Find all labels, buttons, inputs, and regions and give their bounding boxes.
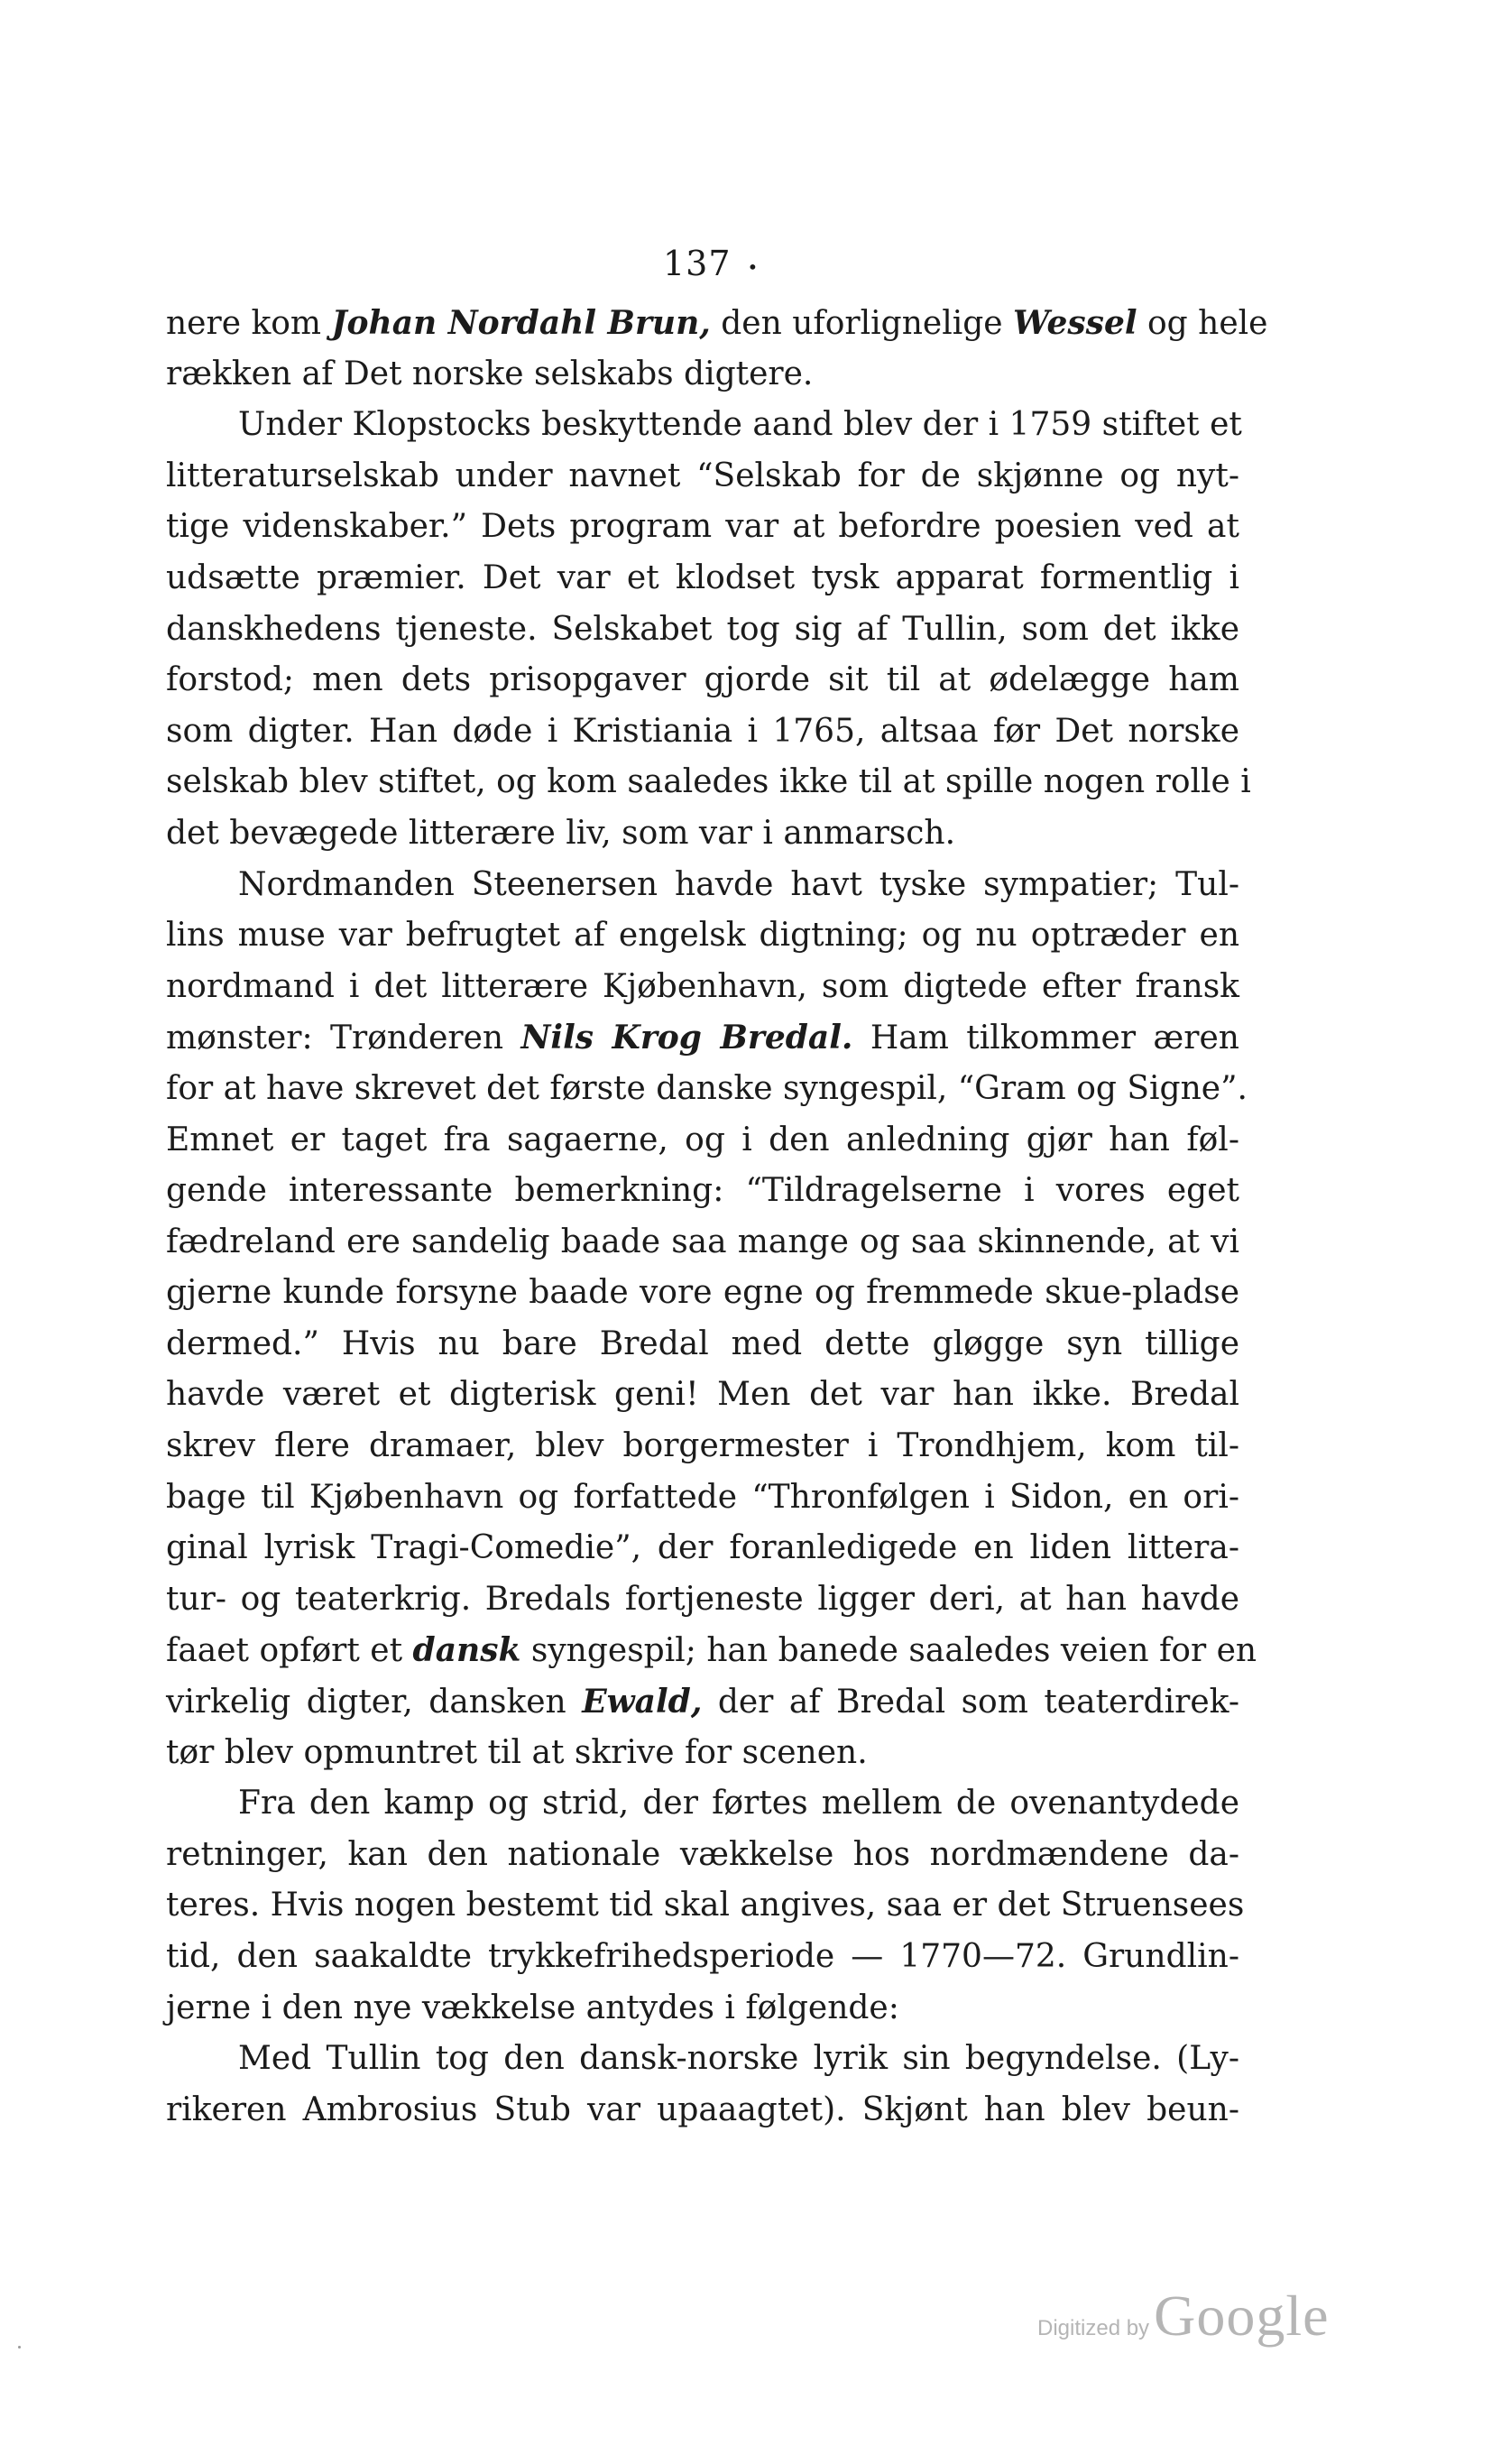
text-run: og hele — [1137, 305, 1268, 342]
text-line — [166, 502, 1239, 553]
text-run: lins muse var befrugtet af engelsk digtning; og nu optræder en — [166, 917, 1239, 955]
text-line — [166, 1166, 1239, 1217]
text-run: Ham tilkommer æren — [852, 1020, 1239, 1057]
text-run: faaet opført et — [166, 1632, 413, 1670]
text-run: tid, den saakaldte trykkefrihedsperiode — 1770—72. Grundlin- — [166, 1938, 1239, 1975]
text-line — [166, 1830, 1239, 1881]
body-text — [166, 298, 1268, 2136]
text-line — [166, 757, 1251, 808]
text-run: det bevægede litterære liv, som var i anmarsch. — [166, 814, 956, 852]
text-line — [166, 400, 1242, 451]
text-run: fædreland ere sandelig baade saa mange og saa skinnende, at vi — [166, 1223, 1239, 1260]
italic-name: Johan Nordahl Brun, — [331, 304, 711, 342]
page-number-value: 137 — [663, 244, 732, 283]
text-line — [166, 1370, 1239, 1421]
italic-name: Nils Krog Bredal. — [520, 1019, 853, 1057]
text-line — [166, 349, 1239, 401]
text-run: som digter. Han døde i Kristiania i 1765, altsaa før Det norske — [166, 712, 1239, 750]
page-number-mark: • — [747, 255, 760, 278]
text-line — [166, 1880, 1245, 1932]
digitized-by-google-watermark — [1037, 2283, 1330, 2349]
text-line — [166, 298, 1268, 349]
text-line — [166, 1115, 1239, 1167]
italic-name: Wessel — [1013, 304, 1137, 342]
text-line — [166, 962, 1239, 1013]
text-run: skrev flere dramaer, blev borgermester i Trondhjem, kom til- — [166, 1427, 1239, 1465]
text-run: Emnet er taget fra sagaerne, og i den anledning gjør han føl- — [166, 1121, 1239, 1158]
text-run: tige videnskaber.” Dets program var at befordre poesien ved at — [166, 508, 1239, 546]
italic-name: dansk — [412, 1631, 521, 1670]
text-run: gjerne kunde forsyne baade vore egne og fremmede skue-pladse — [166, 1274, 1239, 1312]
text-run: bage til Kjøbenhavn og forfattede “Thronfølgen i Sidon, en ori- — [166, 1478, 1239, 1516]
text-line — [166, 2034, 1239, 2085]
text-run: ginal lyrisk Tragi-Comedie”, der foranledigede en liden littera- — [166, 1529, 1239, 1567]
text-run: forstod; men dets prisopgaver gjorde sit til at ødelægge ham — [166, 661, 1239, 699]
italic-name: Ewald, — [582, 1683, 703, 1721]
text-run: Under Klopstocks beskyttende aand blev der i 1759 stiftet et — [238, 406, 1242, 444]
text-line — [166, 1268, 1239, 1319]
text-run: Nordmanden Steenersen havde havt tyske sympatier; Tul- — [238, 865, 1239, 903]
text-run: tur- og teaterkrig. Bredals fortjeneste ligger deri, at han havde — [166, 1580, 1239, 1618]
text-run: rækken af Det norske selskabs digtere. — [166, 355, 814, 392]
text-run: havde været et digterisk geni! Men det var han ikke. Bredal — [166, 1376, 1239, 1414]
text-run: mønster: Trønderen — [166, 1020, 521, 1057]
text-line — [166, 604, 1239, 656]
text-run: tør blev opmuntret til at skrive for scenen. — [166, 1733, 868, 1771]
text-run: der af Bredal som teaterdirek- — [702, 1684, 1239, 1721]
text-run: rikeren Ambrosius Stub var upaaagtet). Skjønt han blev beun- — [166, 2090, 1239, 2128]
text-run: gende interessante bemerkning: “Tildragelserne i vores eget — [166, 1172, 1239, 1210]
text-line — [166, 808, 1239, 860]
watermark-digitized-label: Digitized by — [1037, 2316, 1150, 2340]
text-line — [166, 1932, 1239, 1983]
text-line — [166, 1319, 1239, 1370]
text-run: for at have skrevet det første danske syngespil, “Gram og Signe”. — [166, 1069, 1248, 1107]
text-line — [166, 1778, 1239, 1830]
text-line — [166, 1728, 1239, 1779]
watermark-google-logo: Google — [1154, 2284, 1330, 2348]
text-line — [166, 706, 1239, 758]
text-run: teres. Hvis nogen bestemt tid skal angives, saa er det Struensees — [166, 1887, 1245, 1924]
page-number — [663, 244, 759, 283]
text-line — [166, 1421, 1239, 1472]
text-line — [166, 451, 1239, 503]
text-run: selskab blev stiftet, og kom saaledes ikke til at spille nogen rolle i — [166, 763, 1251, 801]
text-run: syngespil; han banede saaledes veien for en — [520, 1632, 1257, 1670]
scan-speck — [18, 2346, 21, 2349]
text-run: Med Tullin tog den dansk-norske lyrik sin begyndelse. (Ly- — [238, 2040, 1239, 2078]
text-run: den uforlignelige — [710, 305, 1014, 342]
text-line — [166, 1523, 1239, 1574]
text-line — [166, 1574, 1239, 1626]
text-run: udsætte præmier. Det var et klodset tysk apparat formentlig i — [166, 558, 1239, 596]
text-run: nere kom — [166, 305, 332, 342]
text-line — [166, 860, 1239, 911]
text-run: nordmand i det litterære Kjøbenhavn, som digtede efter fransk — [166, 967, 1239, 1005]
text-line — [166, 1064, 1248, 1115]
text-line — [166, 553, 1239, 604]
text-line — [166, 1983, 1239, 2035]
text-line — [166, 910, 1239, 962]
text-line — [166, 655, 1239, 706]
text-run: virkelig digter, dansken — [166, 1684, 583, 1721]
text-line — [166, 2085, 1239, 2136]
text-line — [166, 1217, 1239, 1269]
text-run: jerne i den nye vækkelse antydes i følgende: — [166, 1989, 899, 2026]
text-run: danskhedens tjeneste. Selskabet tog sig af Tullin, som det ikke — [166, 610, 1239, 648]
text-line — [166, 1625, 1257, 1676]
text-run: retninger, kan den nationale vækkelse hos nordmændene da- — [166, 1835, 1239, 1873]
text-line — [166, 1676, 1239, 1728]
text-line — [166, 1472, 1239, 1524]
text-line — [166, 1012, 1239, 1064]
text-run: Fra den kamp og strid, der førtes mellem de ovenantydede — [238, 1785, 1239, 1823]
text-run: litteraturselskab under navnet “Selskab for de skjønne og nyt- — [166, 457, 1239, 494]
text-run: dermed.” Hvis nu bare Bredal med dette gløgge syn tillige — [166, 1324, 1239, 1362]
